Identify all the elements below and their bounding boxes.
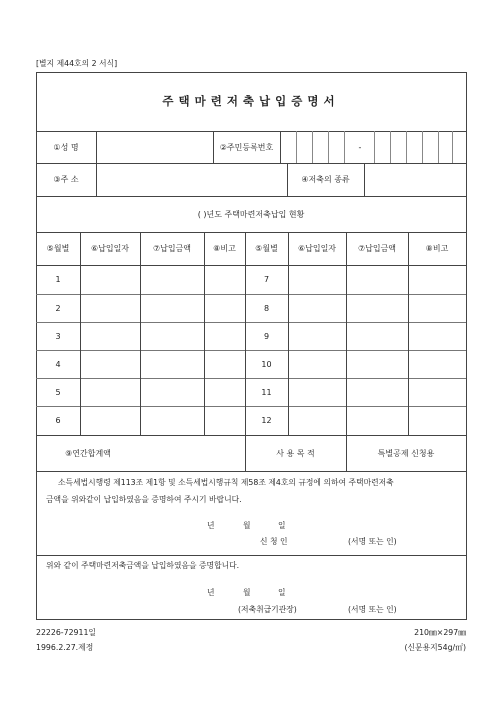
month-cell: 12: [261, 416, 272, 425]
column-header-remarks: ⑧비고: [213, 244, 236, 253]
column-header-payment-amount: ⑦납입금액: [152, 244, 192, 253]
name-field[interactable]: [97, 132, 213, 163]
request-text-line1: 소득세법시행령 제113조 제1항 및 소득세법시행규칙 제58조 제4호의 규정에 의하여 주택마련저축: [58, 478, 394, 487]
digit-box-divider: [422, 131, 423, 163]
certify-date-day: 일: [278, 588, 286, 597]
column-header-payment-date: ⑥납입일자: [90, 244, 130, 253]
annual-total-field[interactable]: [140, 436, 245, 471]
savings-type-field[interactable]: [365, 164, 466, 196]
column-header-remarks: ⑧비고: [425, 244, 449, 253]
divider-line: [36, 471, 466, 472]
month-cell: 1: [55, 275, 61, 284]
column-header-month: ⑤월별: [46, 244, 70, 253]
form-code: 22226-72911일: [36, 628, 96, 637]
digit-box-divider: [344, 131, 345, 163]
annual-total-label: ⑨연간합계액: [65, 448, 111, 458]
digit-box-divider: [328, 131, 329, 163]
column-header-month: ⑤월별: [255, 244, 278, 253]
applicant-signature[interactable]: (서명 또는 인): [348, 537, 397, 546]
digit-box-divider: [438, 131, 439, 163]
institution-label: (저축취급기관장): [238, 605, 297, 614]
column-header-payment-date: ⑥납입일자: [297, 244, 337, 253]
institution-signature[interactable]: (서명 또는 인): [348, 605, 397, 614]
id-number-dash: -: [358, 142, 362, 152]
digit-box-divider: [452, 131, 453, 163]
request-date-month: 월: [243, 521, 251, 530]
month-cell: 11: [261, 387, 272, 397]
frame-top-border: [36, 72, 466, 73]
request-date-day: 일: [278, 521, 286, 530]
special-deduction-label: 특별공제 신청용: [377, 448, 435, 458]
digit-box-divider: [374, 131, 375, 163]
request-date-year: 년: [207, 521, 215, 530]
digit-box-divider: [390, 131, 391, 163]
purpose-label: 사 용 목 적: [276, 448, 315, 458]
digit-box-divider: [312, 131, 313, 163]
month-cell: 7: [263, 275, 270, 284]
month-cell: 8: [263, 303, 270, 313]
digit-box-divider: [296, 131, 297, 163]
column-header-payment-amount: ⑦납입금액: [357, 244, 397, 253]
month-cell: 4: [55, 359, 61, 369]
certify-text: 위와 같이 주택마련저축금액을 납입하였음을 증명합니다.: [46, 561, 240, 570]
paper-size: 210㎜×297㎜: [414, 628, 466, 637]
month-cell: 10: [261, 359, 272, 369]
status-heading: ( )년도 주택마련저축납입 현황: [197, 209, 305, 219]
digit-box-divider: [406, 131, 407, 163]
enactment-date: 1996.2.27.제정: [36, 643, 94, 652]
page-title: 주택마련저축납입증명서: [162, 94, 340, 108]
name-label: ①성 명: [53, 142, 79, 152]
frame-right-border: [466, 72, 467, 620]
id-number-label: ②주민등록번호: [219, 142, 274, 152]
month-cell: 5: [55, 387, 61, 397]
address-label: ③주 소: [53, 175, 79, 184]
savings-type-label: ④저축의 종류: [301, 175, 350, 184]
paper-type: (신문용지54g/㎡): [404, 643, 466, 652]
applicant-label: 신 청 인: [260, 537, 288, 546]
certify-date-month: 월: [243, 588, 251, 597]
month-cell: 2: [55, 303, 61, 313]
address-field[interactable]: [97, 164, 287, 196]
frame-bottom-border: [36, 619, 467, 620]
request-text-line2: 금액을 위와같이 납입하였음을 증명하여 주시기 바랍니다.: [46, 495, 242, 504]
month-cell: 6: [55, 416, 61, 425]
certify-date-year: 년: [207, 588, 215, 597]
form-number-note: [별지 제44호의 2 서식]: [36, 59, 118, 68]
divider-line: [36, 555, 466, 556]
month-cell: 3: [55, 331, 61, 341]
month-cell: 9: [263, 331, 270, 341]
